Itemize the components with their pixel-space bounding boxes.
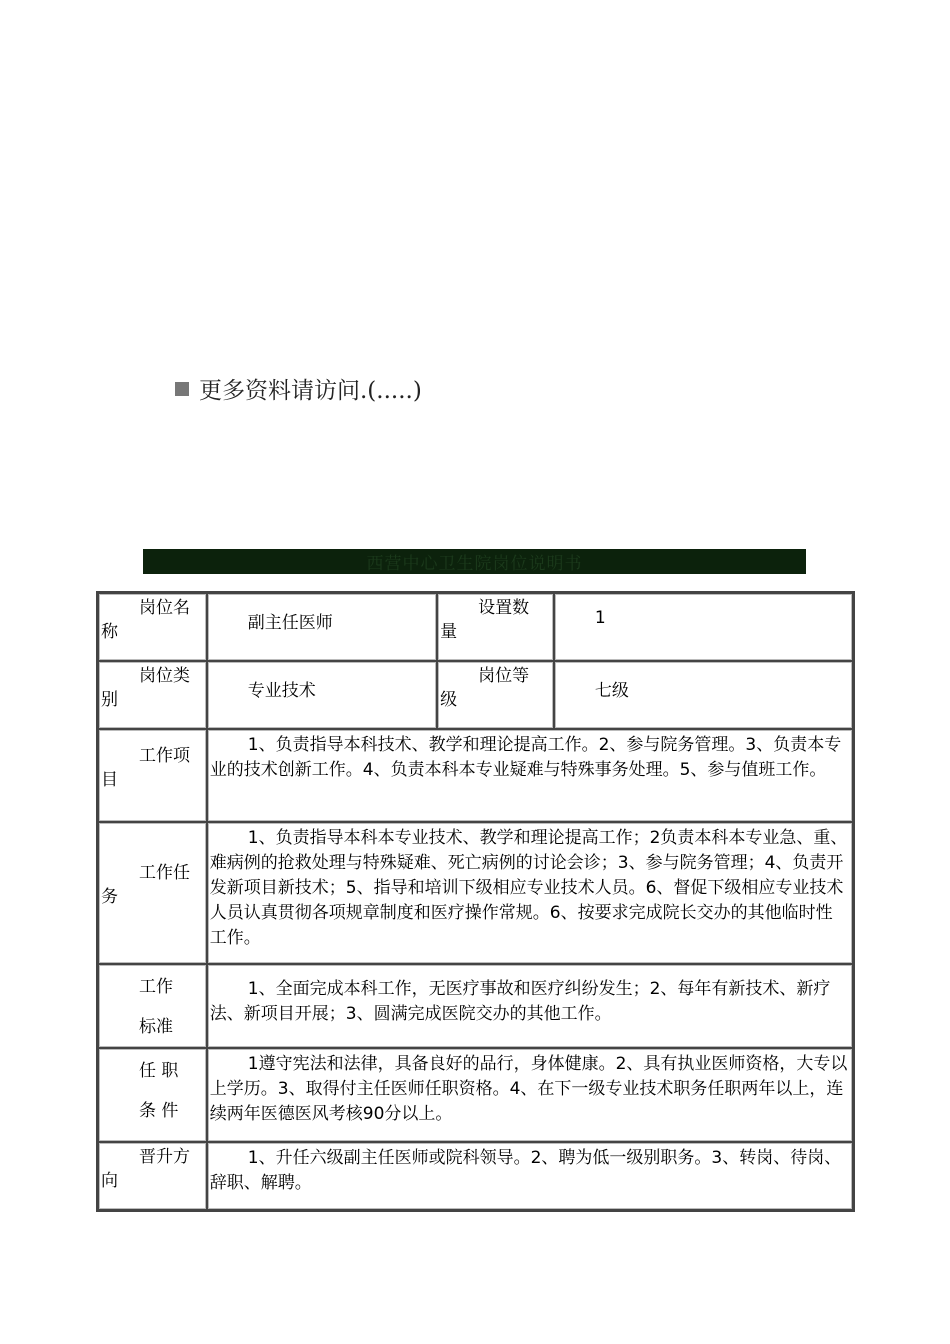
label-cell: 岗位名 称: [98, 593, 207, 661]
square-bullet-icon: [175, 382, 189, 396]
notice-text: 更多资料请访问.(.....): [199, 378, 422, 404]
notice: [175, 372, 422, 405]
document-title: 西营中心卫生院岗位说明书: [366, 554, 583, 574]
position-name-value: 副主任医师: [207, 593, 437, 661]
label-cell: 晋升方 向: [98, 1142, 207, 1210]
label-cell: 工作 标准: [98, 964, 207, 1048]
table-row: [98, 593, 853, 661]
label-cell: 工作任 务: [98, 822, 207, 964]
position-grade-value: 七级: [554, 661, 853, 729]
document-title-bar: [143, 549, 806, 574]
work-standards-text: 1、全面完成本科工作，无医疗事故和医疗纠纷发生；2、每年有新技术、新疗法、新项目开展；3、圆满完成医院交办的其他工作。: [207, 964, 853, 1048]
position-count-value: 1: [554, 593, 853, 661]
label-cell: 岗位等 级: [437, 661, 554, 729]
work-items-text: 1、负责指导本科技术、教学和理论提高工作。2、参与院务管理。3、负责本专业的技术创新工作。4、负责本科本专业疑难与特殊事务处理。5、参与值班工作。: [207, 729, 853, 822]
promotion-path-text: 1、升任六级副主任医师或院科领导。2、聘为低一级别职务。3、转岗、待岗、辞职、解聘。: [207, 1142, 853, 1210]
qualifications-text: 1遵守宪法和法律，具备良好的品行，身体健康。2、具有执业医师资格，大专以上学历。3、取得付主任医师任职资格。4、在下一级专业技术职务任职两年以上，连续两年医德医风考核90分以上。: [207, 1048, 853, 1142]
table-row: [98, 1142, 853, 1210]
table-row: [98, 661, 853, 729]
label-cell: 工作项 目: [98, 729, 207, 822]
label-cell: 任 职 条 件: [98, 1048, 207, 1142]
label-cell: 岗位类 别: [98, 661, 207, 729]
work-duties-text: 1、负责指导本科本专业技术、教学和理论提高工作；2负责本科本专业急、重、难病例的抢救处理与特殊疑难、死亡病例的讨论会诊；3、参与院务管理；4、负责开发新项目新技术；5、指导和培训下级相应专业技术人员。6、督促下级相应专业技术人员认真贯彻各项规章制度和医疗操作常规。6、按要求完成院长交办的其他临时性工作。: [207, 822, 853, 964]
table-row: [98, 729, 853, 822]
table-row: [98, 1048, 853, 1142]
position-category-value: 专业技术: [207, 661, 437, 729]
table-row: [98, 964, 853, 1048]
label-cell: 设置数 量: [437, 593, 554, 661]
table-row: [98, 822, 853, 964]
job-description-table: [96, 591, 855, 1212]
